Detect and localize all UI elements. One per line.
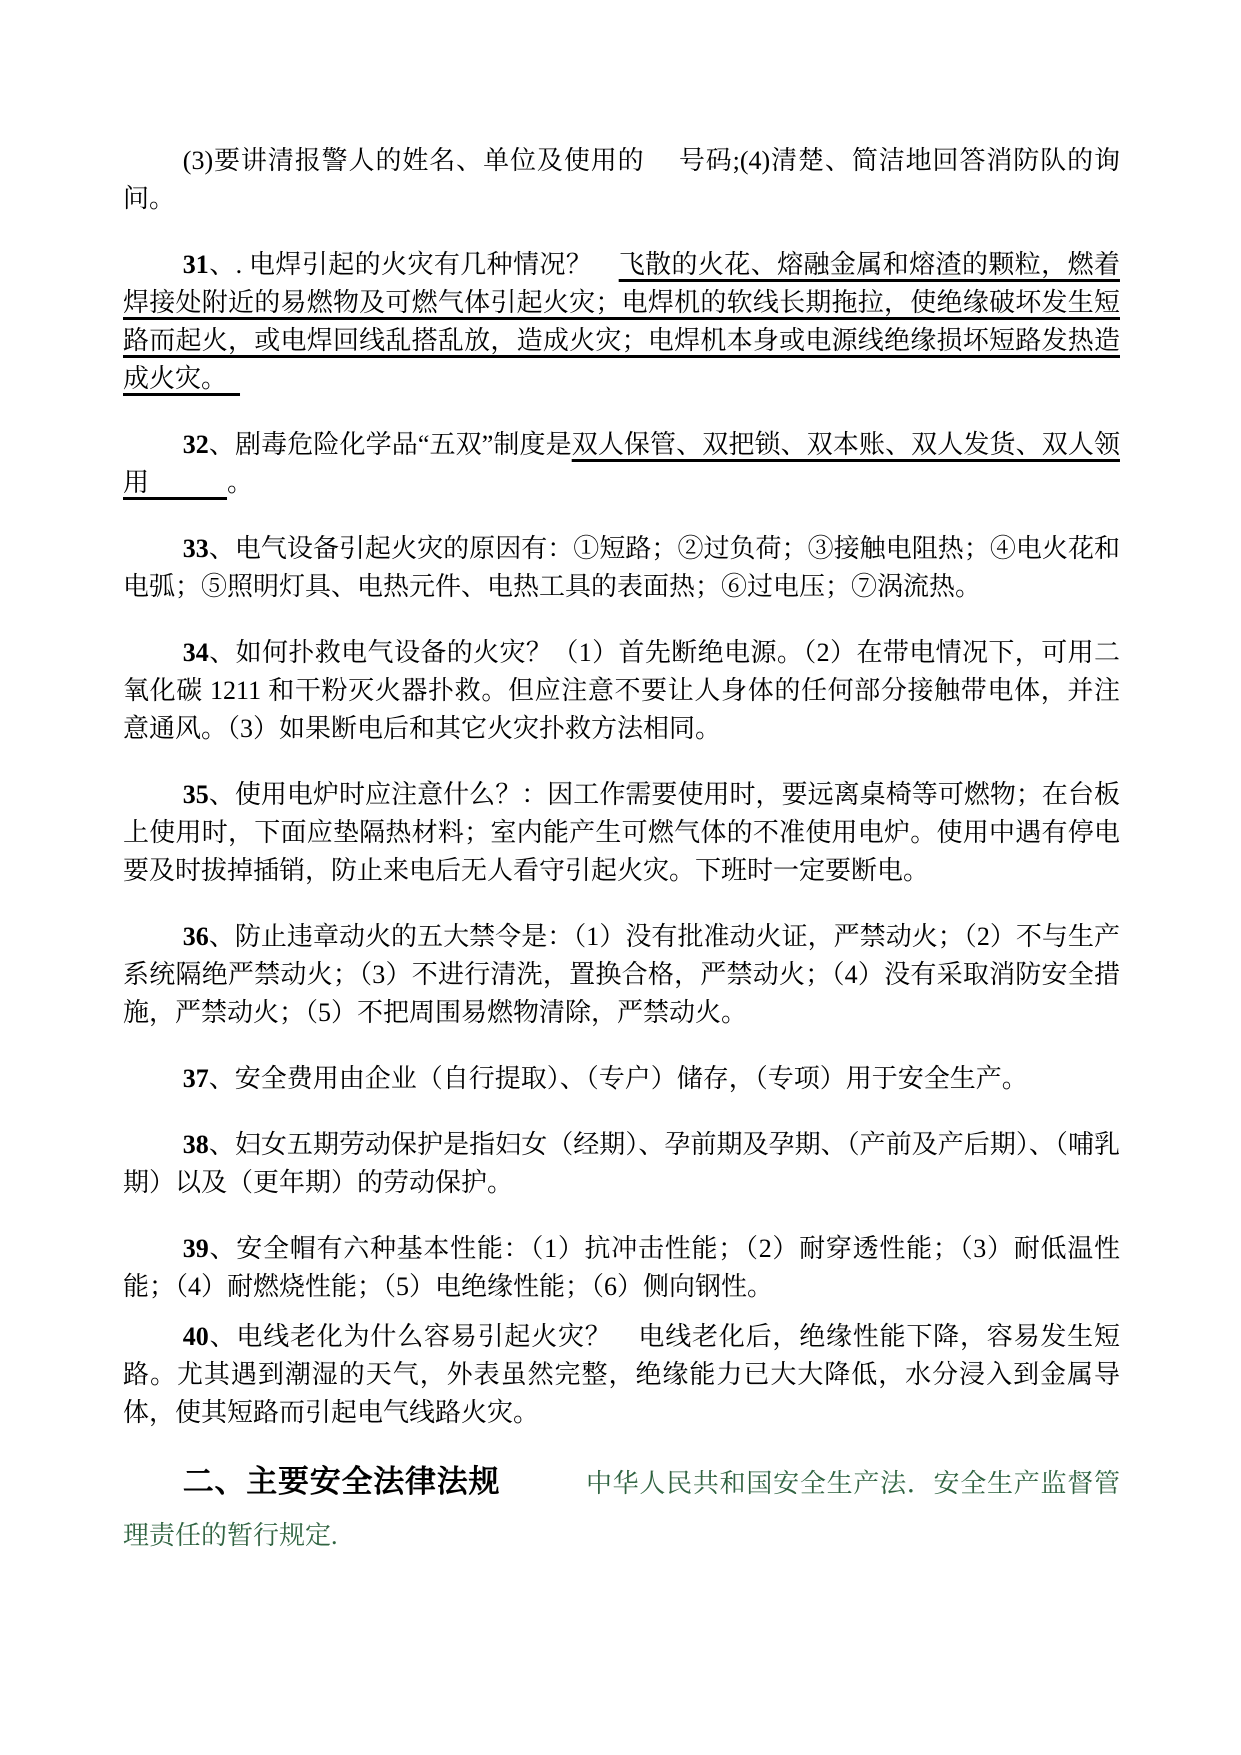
qa-item-37-bold-text: 37 bbox=[182, 1064, 209, 1093]
qa-item-32-underline-text: 双人保管、双把锁、双本账、双人发货、双人领用 bbox=[123, 430, 1120, 497]
qa-item-33 bbox=[123, 530, 1120, 606]
qa-item-31-bold-text: 31 bbox=[182, 250, 209, 279]
qa-item-36-normal-text: 、防止违章动火的五大禁令是：（1）没有批准动火证，严禁动火；（2）不与生产系统隔绝严禁动火；（3）不进行清洗，置换合格，严禁动火；（4）没有采取消防安全措施，严禁动火；（5）不把周围易燃物清除，严禁动火。 bbox=[123, 922, 1120, 1027]
qa-item-32-normal-text: 、剧毒危险化学品“五双”制度是 bbox=[208, 430, 572, 459]
qa-item-39 bbox=[123, 1230, 1120, 1306]
qa-item-38-bold-text: 38 bbox=[182, 1130, 209, 1159]
qa-item-35-bold-text: 35 bbox=[182, 780, 209, 809]
qa-item-34 bbox=[123, 634, 1120, 748]
qa-item-35-normal-text: 、使用电炉时应注意什么？：因工作需要使用时，要远离桌椅等可燃物；在台板上使用时，下面应垫隔热材料；室内能产生可燃气体的不准使用电炉。使用中遇有停电要及时拔掉插销，防止来电后无人看守引起火灾。下班时一定要断电。 bbox=[123, 780, 1120, 885]
qa-item-35 bbox=[123, 776, 1120, 890]
qa-item-34-bold-text: 34 bbox=[182, 638, 209, 667]
qa-item-32 bbox=[123, 426, 1120, 502]
qa-item-33-normal-text: 、电气设备引起火灾的原因有：①短路；②过负荷；③接触电阻热；④电火花和电弧；⑤照明灯具、电热元件、电热工具的表面热；⑥过电压；⑦涡流热。 bbox=[123, 534, 1120, 601]
qa-item-36-bold-text: 36 bbox=[182, 922, 209, 951]
qa-item-33-bold-text: 33 bbox=[182, 534, 209, 563]
qa-item-36 bbox=[123, 918, 1120, 1032]
section-heading bbox=[123, 1456, 1120, 1562]
qa-item-40 bbox=[123, 1318, 1120, 1432]
qa-item-37-normal-text: 、安全费用由企业（自行提取）、（专户）储存，（专项）用于安全生产。 bbox=[208, 1064, 1028, 1093]
document-body bbox=[123, 142, 1120, 1562]
qa-item-38 bbox=[123, 1126, 1120, 1202]
qa-item-31-underline-text: 飞散的火花、熔融金属和熔渣的颗粒，燃着焊接处附近的易燃物及可燃气体引起火灾；电焊机的软线长期拖拉，使绝缘破坏发生短路而起火，或电焊回线乱搭乱放，造成火灾；电焊机本身或电源线绝缘损坏短路发热造成火灾。 bbox=[123, 250, 1120, 393]
section-heading-heading-text: 二、主要安全法律法规 bbox=[182, 1464, 501, 1499]
qa-item-40-bold-text: 40 bbox=[182, 1322, 209, 1351]
intro-paragraph-normal-text: (3)要讲清报警人的姓名、单位及使用的 号码;(4)清楚、简洁地回答消防队的询问。 bbox=[123, 146, 1120, 213]
qa-item-39-bold-text: 39 bbox=[182, 1234, 209, 1263]
section-heading-green-text: 中华人民共和国安全生产法．安全生产监督管理责任的暂行规定. bbox=[123, 1469, 1120, 1550]
qa-item-37 bbox=[123, 1060, 1120, 1098]
qa-item-34-normal-text: 、如何扑救电气设备的火灾？（1）首先断绝电源。（2）在带电情况下，可用二氧化碳 1211 和干粉灭火器扑救。但应注意不要让人身体的任何部分接触带电体，并注意通风。（3）如果断电后和其它火灾扑救方法相同。 bbox=[123, 638, 1120, 743]
qa-item-38-normal-text: 、妇女五期劳动保护是指妇女（经期）、孕前期及孕期、（产前及产后期）、（哺乳期）以及（更年期）的劳动保护。 bbox=[123, 1130, 1120, 1197]
intro-paragraph bbox=[123, 142, 1120, 218]
qa-item-39-normal-text: 、安全帽有六种基本性能：（1）抗冲击性能；（2）耐穿透性能；（3）耐低温性能；（4）耐燃烧性能；（5）电绝缘性能；（6）侧向钢性。 bbox=[123, 1234, 1120, 1301]
qa-item-31 bbox=[123, 246, 1120, 398]
qa-item-32-normal-text: 。 bbox=[227, 468, 254, 497]
qa-item-31-normal-text: 、. 电焊引起的火灾有几种情况？ bbox=[208, 250, 619, 279]
qa-item-40-normal-text: 、电线老化为什么容易引起火灾？ 电线老化后，绝缘性能下降，容易发生短路。尤其遇到潮湿的天气，外表虽然完整，绝缘能力已大大降低，水分浸入到金属导体，使其短路而引起电气线路火灾。 bbox=[123, 1322, 1120, 1427]
qa-item-32-bold-text: 32 bbox=[182, 430, 209, 459]
